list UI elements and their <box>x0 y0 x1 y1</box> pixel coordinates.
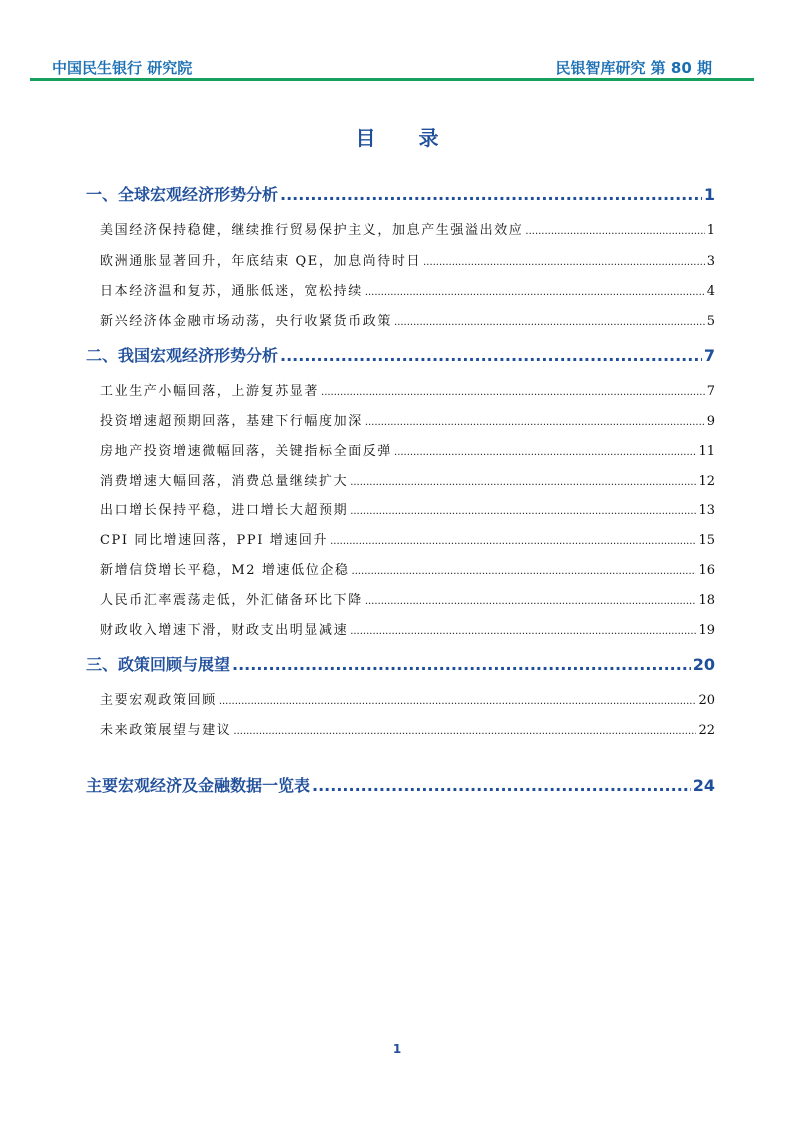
toc-leader <box>330 536 696 547</box>
toc-section-3[interactable] <box>86 652 715 675</box>
toc-item-title: 消费增速大幅回落，消费总量继续扩大 <box>100 474 349 489</box>
header-issue-title: 民银智库研究 第 80 期 <box>555 59 712 77</box>
toc-item-title: 美国经济保持稳健，继续推行贸易保护主义，加息产生强溢出效应 <box>100 223 524 238</box>
toc-item-title: CPI 同比增速回落，PPI 增速回升 <box>100 533 329 548</box>
toc-item[interactable] <box>100 310 715 329</box>
toc-leader <box>350 477 696 488</box>
toc-item-title: 新增信贷增长平稳，M2 增速低位企稳 <box>100 563 350 578</box>
toc-leader <box>280 185 702 204</box>
toc-leader <box>525 226 704 237</box>
toc-leader <box>312 776 691 795</box>
toc-item[interactable] <box>100 719 715 738</box>
toc-item[interactable] <box>100 380 715 399</box>
toc-item[interactable] <box>100 440 715 459</box>
toc-leader <box>365 596 697 607</box>
toc-item-title: 财政收入增速下滑，财政支出明显减速 <box>100 623 349 638</box>
toc-page-number: 1 <box>706 223 715 238</box>
toc-item[interactable] <box>100 219 715 238</box>
toc-item[interactable] <box>100 499 715 518</box>
toc-leader <box>350 506 696 517</box>
toc-section-title: 一、全球宏观经济形势分析 <box>86 185 279 204</box>
toc-item-title: 投资增速超预期回落，基建下行幅度加深 <box>100 414 363 429</box>
toc-item-title: 出口增长保持平稳，进口增长大超预期 <box>100 503 349 518</box>
toc-page-number: 16 <box>698 563 715 578</box>
toc-page-number: 9 <box>706 414 715 429</box>
toc-item-title: 房地产投资增速微幅回落，关键指标全面反弹 <box>100 444 393 459</box>
toc-item[interactable] <box>100 689 715 708</box>
toc-title: 目 录 <box>355 126 457 150</box>
toc-leader <box>232 655 691 674</box>
toc-item[interactable] <box>100 529 715 548</box>
toc-leader <box>394 447 696 458</box>
toc-page-number: 3 <box>706 254 715 269</box>
toc-item-title: 工业生产小幅回落，上游复苏显著 <box>100 384 320 399</box>
toc-leader <box>423 257 705 268</box>
page-number: 1 <box>392 1042 402 1056</box>
toc-item-title: 欧洲通胀显著回升，年底结束 QE，加息尚待时日 <box>100 254 422 269</box>
toc-item[interactable] <box>100 470 715 489</box>
toc-leader <box>280 346 702 365</box>
toc-section-title: 主要宏观经济及金融数据一览表 <box>86 776 311 795</box>
toc-page-number: 18 <box>698 593 715 608</box>
toc-page-number: 24 <box>692 776 715 795</box>
toc-page-number: 11 <box>698 444 715 459</box>
toc-page-number: 5 <box>706 314 715 329</box>
toc-page-number: 15 <box>698 533 715 548</box>
toc-item[interactable] <box>100 250 715 269</box>
toc-leader <box>219 696 697 707</box>
toc-item[interactable] <box>100 559 715 578</box>
toc-item[interactable] <box>100 280 715 299</box>
toc-page-number: 4 <box>706 284 715 299</box>
toc-page-number: 22 <box>698 723 715 738</box>
toc-item-title: 未来政策展望与建议 <box>100 723 232 738</box>
toc-page-number: 20 <box>692 655 715 674</box>
toc-page-number: 12 <box>698 474 715 489</box>
toc-item-title: 主要宏观政策回顾 <box>100 693 217 708</box>
toc-item[interactable] <box>100 619 715 638</box>
toc-item-title: 日本经济温和复苏，通胀低迷，宽松持续 <box>100 284 363 299</box>
header-org-name: 中国民生银行 研究院 <box>52 59 193 77</box>
toc-leader <box>352 566 697 577</box>
header-divider <box>30 78 754 81</box>
toc-item[interactable] <box>100 589 715 608</box>
page-header <box>52 57 712 77</box>
toc-section-1[interactable] <box>86 182 715 205</box>
toc-leader <box>365 287 705 298</box>
toc-page-number: 1 <box>703 185 715 204</box>
toc-leader <box>365 417 705 428</box>
toc-page-number: 13 <box>698 503 715 518</box>
toc-item-title: 新兴经济体金融市场动荡，央行收紧货币政策 <box>100 314 393 329</box>
toc-leader <box>394 317 705 328</box>
toc-item[interactable] <box>100 410 715 429</box>
toc-leader <box>321 387 705 398</box>
toc-item-title: 人民币汇率震荡走低，外汇储备环比下降 <box>100 593 363 608</box>
toc-section-appendix[interactable] <box>86 773 715 796</box>
toc-section-title: 三、政策回顾与展望 <box>86 655 231 674</box>
toc-page-number: 19 <box>698 623 715 638</box>
toc-section-2[interactable] <box>86 343 715 366</box>
toc-page-number: 20 <box>698 693 715 708</box>
toc-page-number: 7 <box>706 384 715 399</box>
toc-leader <box>350 626 696 637</box>
toc-leader <box>233 726 696 737</box>
toc-page-number: 7 <box>703 346 715 365</box>
toc-section-title: 二、我国宏观经济形势分析 <box>86 346 279 365</box>
